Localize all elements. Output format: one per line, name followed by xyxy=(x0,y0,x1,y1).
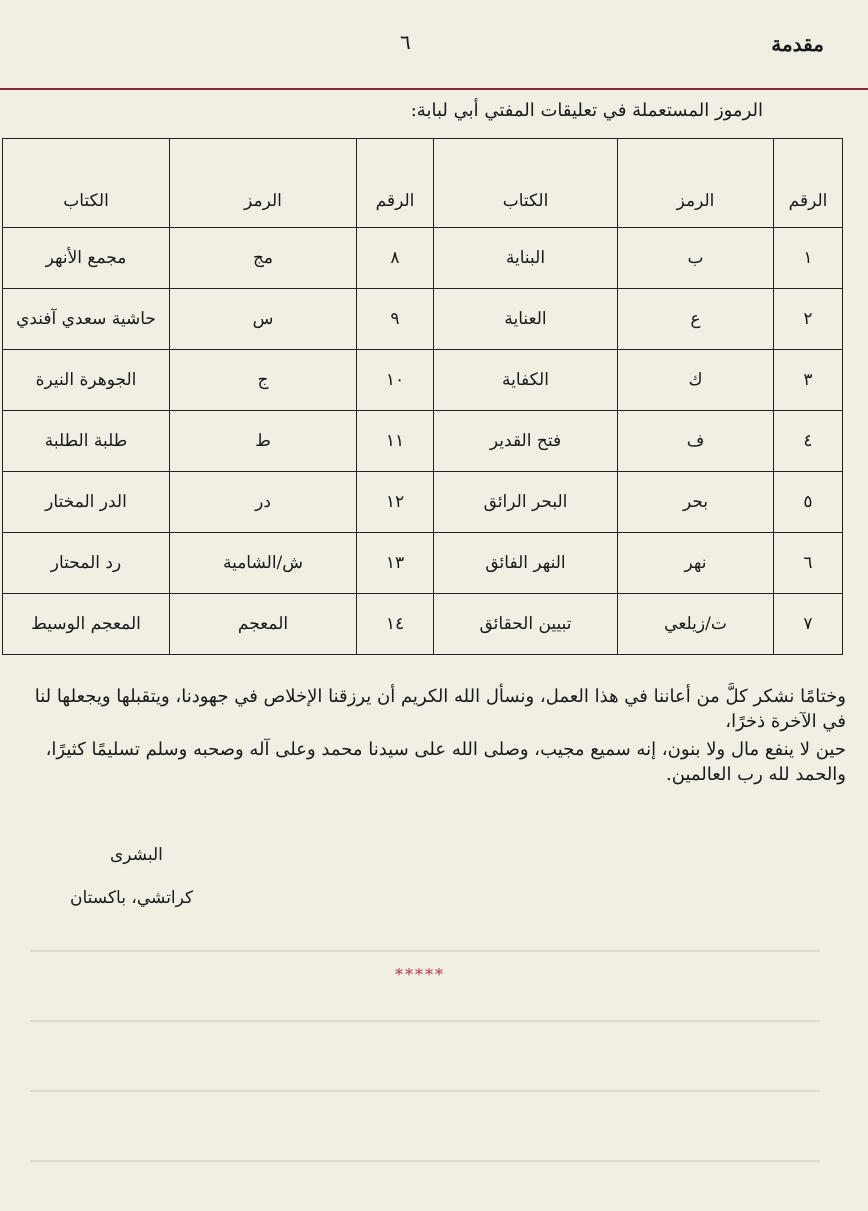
table-cell: البناية xyxy=(434,228,618,289)
column-header: الرقم xyxy=(357,139,434,228)
table-row xyxy=(3,350,843,411)
closing-paragraph-line-2: حين لا ينفع مال ولا بنون، إنه سميع مجيب، وصلى الله على سيدنا محمد وعلى آله وصحبه وسلم تسليمًا كثيرًا، والحمد لله رب العالمين. xyxy=(45,739,846,786)
table-cell: ١٣ xyxy=(357,533,434,594)
table-cell: ٩ xyxy=(357,289,434,350)
table-header-row xyxy=(3,139,843,228)
table-cell: ك xyxy=(618,350,774,411)
table-cell: حاشية سعدي آفندي xyxy=(3,289,170,350)
table-cell: طلبة الطلبة xyxy=(3,411,170,472)
table-cell: ٣ xyxy=(774,350,843,411)
table-cell: الجوهرة النيرة xyxy=(3,350,170,411)
table-cell: المعجم الوسيط xyxy=(3,594,170,655)
table-cell: مج xyxy=(170,228,357,289)
symbols-table xyxy=(2,138,843,655)
header-divider xyxy=(0,88,868,90)
table-row xyxy=(3,533,843,594)
table-cell: ٦ xyxy=(774,533,843,594)
table-cell: ج xyxy=(170,350,357,411)
column-header: الكتاب xyxy=(3,139,170,228)
table-cell: الدر المختار xyxy=(3,472,170,533)
column-header: الرمز xyxy=(170,139,357,228)
table-cell: ٧ xyxy=(774,594,843,655)
table-cell: البحر الرائق xyxy=(434,472,618,533)
table-cell: العناية xyxy=(434,289,618,350)
table-cell: ش/الشامية xyxy=(170,533,357,594)
table-row xyxy=(3,228,843,289)
table-cell: ب xyxy=(618,228,774,289)
table-cell: مجمع الأنهر xyxy=(3,228,170,289)
header-title: مقدمة xyxy=(771,32,824,56)
table-cell: المعجم xyxy=(170,594,357,655)
table-cell: الكفاية xyxy=(434,350,618,411)
signer-name: البشرى xyxy=(110,845,163,865)
table-row xyxy=(3,472,843,533)
table-body xyxy=(3,228,843,655)
table-cell: ١ xyxy=(774,228,843,289)
bleed-through-shadow xyxy=(30,940,820,1190)
table-row xyxy=(3,411,843,472)
table-cell: ١٠ xyxy=(357,350,434,411)
table-cell: النهر الفائق xyxy=(434,533,618,594)
table-cell: نهر xyxy=(618,533,774,594)
page-number: ٦ xyxy=(400,30,411,54)
table-cell: ت/زيلعي xyxy=(618,594,774,655)
table-cell: فتح القدير xyxy=(434,411,618,472)
table-cell: ٥ xyxy=(774,472,843,533)
closing-paragraph-line-1: وختامًا نشكر كلَّ من أعاننا في هذا العمل، ونسأل الله الكريم أن يرزقنا الإخلاص في جهودنا، ويتقبلها ويجعلها لنا في الآخرة ذخرًا، xyxy=(34,686,846,733)
table-cell: س xyxy=(170,289,357,350)
table-cell: در xyxy=(170,472,357,533)
table-cell: تبيين الحقائق xyxy=(434,594,618,655)
column-header: الرقم xyxy=(774,139,843,228)
table-cell: رد المحتار xyxy=(3,533,170,594)
table-cell: ط xyxy=(170,411,357,472)
section-divider-stars: ***** xyxy=(395,965,445,984)
table-row xyxy=(3,594,843,655)
table-cell: ١٤ xyxy=(357,594,434,655)
table-heading: الرموز المستعملة في تعليقات المفتي أبي لبابة: xyxy=(410,100,763,121)
table-cell: ٨ xyxy=(357,228,434,289)
table-cell: ع xyxy=(618,289,774,350)
table-cell: ١١ xyxy=(357,411,434,472)
signer-place: كراتشي، باكستان xyxy=(70,888,194,908)
column-header: الرمز xyxy=(618,139,774,228)
table-cell: ١٢ xyxy=(357,472,434,533)
column-header: الكتاب xyxy=(434,139,618,228)
table-cell: ٤ xyxy=(774,411,843,472)
table-cell: ٢ xyxy=(774,289,843,350)
table-cell: بحر xyxy=(618,472,774,533)
page-header xyxy=(0,30,868,66)
table-row xyxy=(3,289,843,350)
table-cell: ف xyxy=(618,411,774,472)
